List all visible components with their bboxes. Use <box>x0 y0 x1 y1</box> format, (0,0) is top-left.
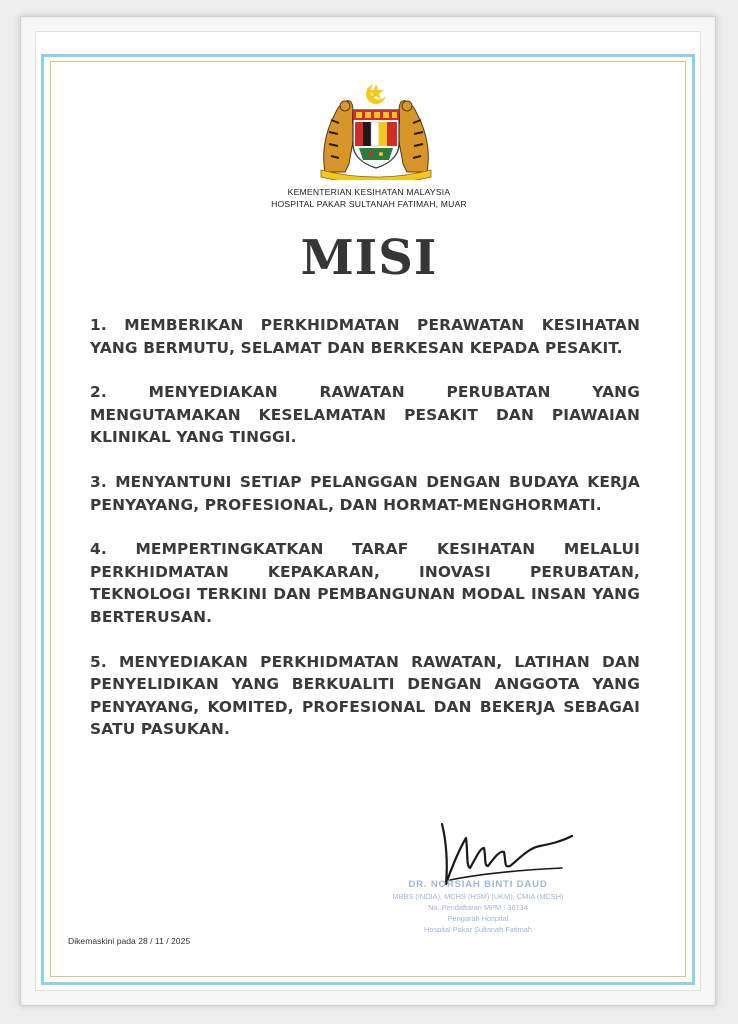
mission-item-5: 5. MENYEDIAKAN PERKHIDMATAN RAWATAN, LATIHAN DAN PENYELIDIKAN YANG BERKUALITI DENGAN ANGGOTA YANG PENYAYANG, KOMITED, PROFESIONAL DAN BEKERJA SEBAGAI SATU PASUKAN. <box>90 652 640 739</box>
mission-item-4: 4. MEMPERTINGKATKAN TARAF KESIHATAN MELALUI PERKHIDMATAN KEPAKARAN, INOVASI PERUBATAN, TEKNOLOGI TERKINI DAN PEMBANGUNAN MODAL INSAN YANG BERTERUSAN. <box>90 540 640 626</box>
mission-item-3: 3. MENYANTUNI SETIAP PELANGGAN DENGAN BUDAYA KERJA PENYAYANG, PROFESIONAL, DAN HORMAT-MENGHORMATI. <box>90 472 640 514</box>
official-stamp <box>368 878 588 935</box>
page-title: MISI <box>300 230 438 286</box>
ministry-name: KEMENTERIAN KESIHATAN MALAYSIA <box>287 187 451 197</box>
mission-item-1: 1. MEMBERIKAN PERKHIDMATAN PERAWATAN KESIHATAN YANG BERMUTU, SELAMAT DAN BERKESAN KEPADA PESAKIT. <box>90 316 640 357</box>
mission-item-2: 2. MENYEDIAKAN RAWATAN PERUBATAN YANG MENGUTAMAKAN KESELAMATAN PESAKIT DAN PIAWAIAN KLINIKAL YANG TINGGI. <box>90 383 640 447</box>
stamp-name: DR. NORSIAH BINTI DAUD <box>408 879 548 890</box>
stamp-position: Pengarah Hospital <box>447 914 509 923</box>
mission-list <box>90 314 640 763</box>
update-date: Dikemaskini pada 28 / 11 / 2025 <box>68 936 191 946</box>
poster-content <box>38 38 718 998</box>
coat-of-arms-icon <box>315 80 437 180</box>
stamp-qualifications: MBBS (INDIA), MCHS (HSM) (UKM), CMIA (MCSH) <box>392 892 564 901</box>
stamp-institution: Hospital Pakar Sultanah Fatimah <box>423 925 533 934</box>
hospital-name: HOSPITAL PAKAR SULTANAH FATIMAH, MUAR <box>271 199 467 209</box>
stamp-registration: No. Pendaftaran MPM : 36134 <box>428 903 528 912</box>
